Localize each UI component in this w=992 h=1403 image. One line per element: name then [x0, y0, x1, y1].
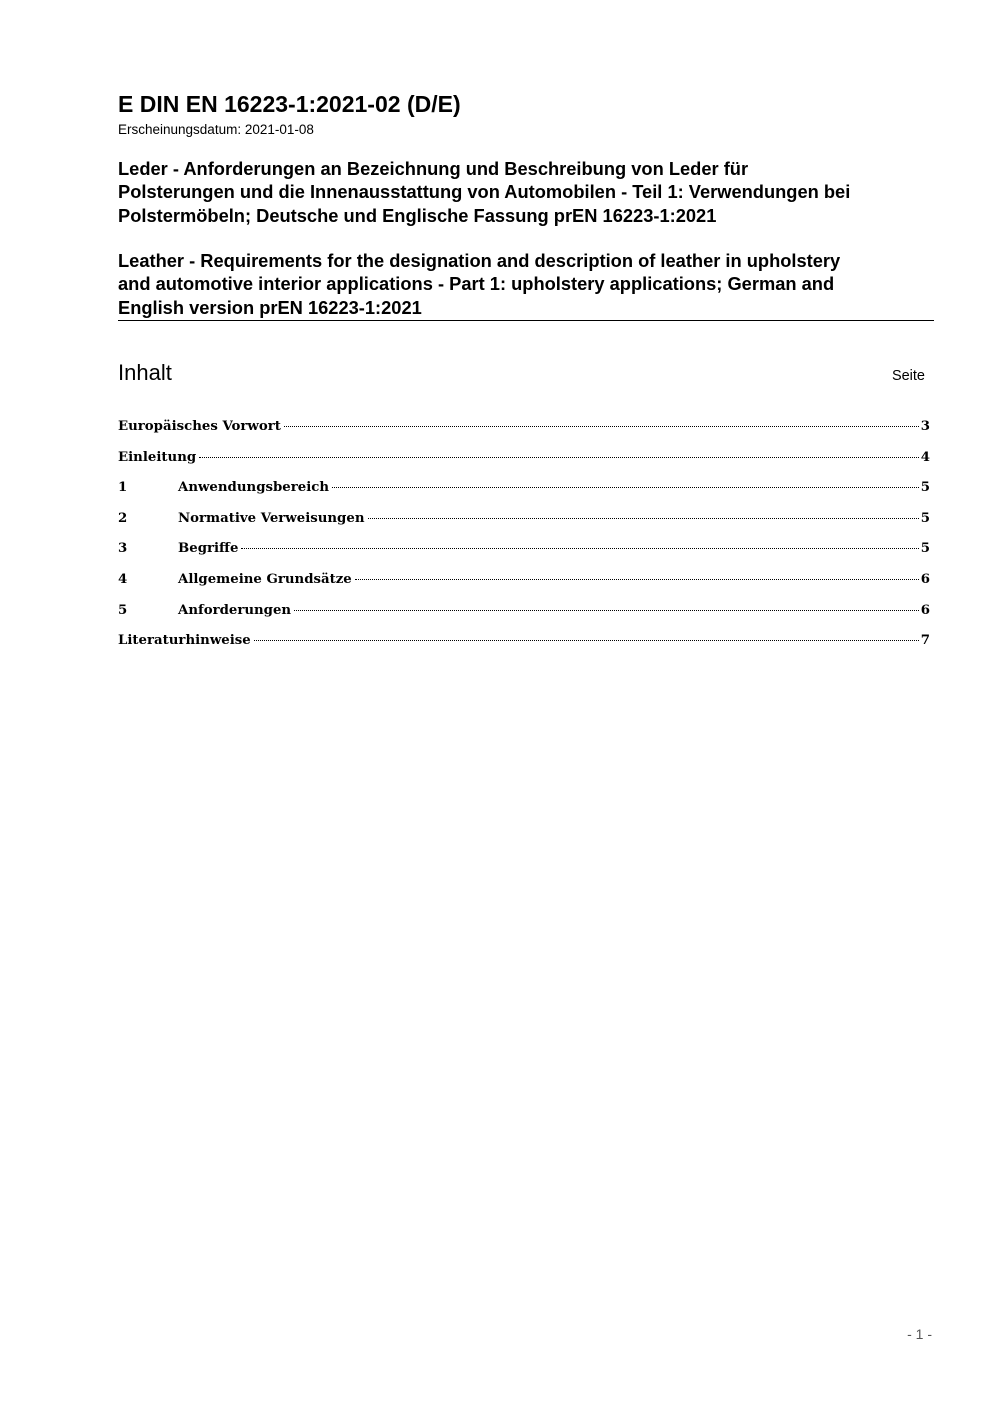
toc-leader-dots: [199, 457, 919, 458]
toc-leader-dots: [332, 487, 919, 488]
title-german-line: Polstermöbeln; Deutsche und Englische Fassung prEN 16223-1:2021: [118, 204, 717, 226]
document-id: E DIN EN 16223-1:2021-02 (D/E): [118, 91, 461, 117]
toc-leader-dots: [368, 518, 919, 519]
title-german: [118, 157, 938, 227]
title-german-line: Polsterungen und die Innenausstattung von Automobilen - Teil 1: Verwendungen bei: [118, 181, 851, 203]
toc-entry-page: 4: [920, 449, 930, 465]
toc-leader-dots: [294, 610, 919, 611]
toc-entry-page: 5: [920, 510, 930, 526]
toc-entry-page: 6: [920, 602, 930, 618]
table-of-contents: [118, 416, 930, 661]
toc-entry-page: 6: [920, 571, 930, 587]
title-english-line: Leather - Requirements for the designation and description of leather in upholstery: [118, 250, 841, 271]
toc-entry-einleitung[interactable]: [118, 447, 930, 478]
toc-entry-title: Allgemeine Grundsätze: [178, 571, 352, 587]
title-english-line: and automotive interior applications - Part 1: upholstery applications; German and: [118, 273, 835, 295]
toc-entry-number: 5: [118, 602, 128, 618]
title-english-line: English version prEN 16223-1:2021: [118, 296, 422, 318]
toc-leader-dots: [284, 426, 919, 427]
title-english: [118, 249, 938, 319]
toc-entry-begriffe[interactable]: [118, 538, 930, 569]
toc-entry-allgemeine-grundsaetze[interactable]: [118, 569, 930, 600]
toc-entry-europaeisches-vorwort[interactable]: [118, 416, 930, 447]
toc-entry-page: 3: [920, 419, 930, 434]
issue-date: Erscheinungsdatum: 2021-01-08: [118, 122, 314, 137]
toc-entry-title: Anwendungsbereich: [178, 480, 330, 496]
toc-entry-title: Begriffe: [178, 541, 239, 557]
toc-entry-page: 7: [920, 633, 930, 649]
title-divider: [118, 320, 934, 321]
toc-page-column-label: Seite: [891, 368, 925, 384]
toc-entry-title: Literaturhinweise: [118, 633, 251, 649]
toc-entry-number: 2: [118, 510, 128, 526]
title-german-line: Leder - Anforderungen an Bezeichnung und Beschreibung von Leder für: [118, 158, 749, 179]
toc-entry-number: 1: [118, 480, 128, 496]
toc-entry-number: 4: [118, 571, 128, 587]
toc-entry-page: 5: [920, 541, 930, 557]
toc-leader-dots: [241, 548, 918, 549]
toc-entry-title: Normative Verweisungen: [178, 510, 365, 526]
toc-entry-anforderungen[interactable]: [118, 600, 930, 631]
toc-entry-title: Europäisches Vorwort: [118, 419, 281, 434]
toc-leader-dots: [254, 640, 919, 641]
toc-entry-anwendungsbereich[interactable]: [118, 477, 930, 508]
toc-leader-dots: [355, 579, 919, 580]
toc-entry-page: 5: [920, 480, 930, 496]
toc-heading: Inhalt: [118, 360, 172, 385]
toc-entry-literaturhinweise[interactable]: [118, 630, 930, 661]
toc-entry-title: Anforderungen: [178, 602, 292, 618]
toc-entry-title: Einleitung: [118, 449, 197, 465]
toc-entry-normative-verweisungen[interactable]: [118, 508, 930, 539]
page-number: - 1 -: [907, 1326, 932, 1342]
toc-entry-number: 3: [118, 541, 128, 557]
